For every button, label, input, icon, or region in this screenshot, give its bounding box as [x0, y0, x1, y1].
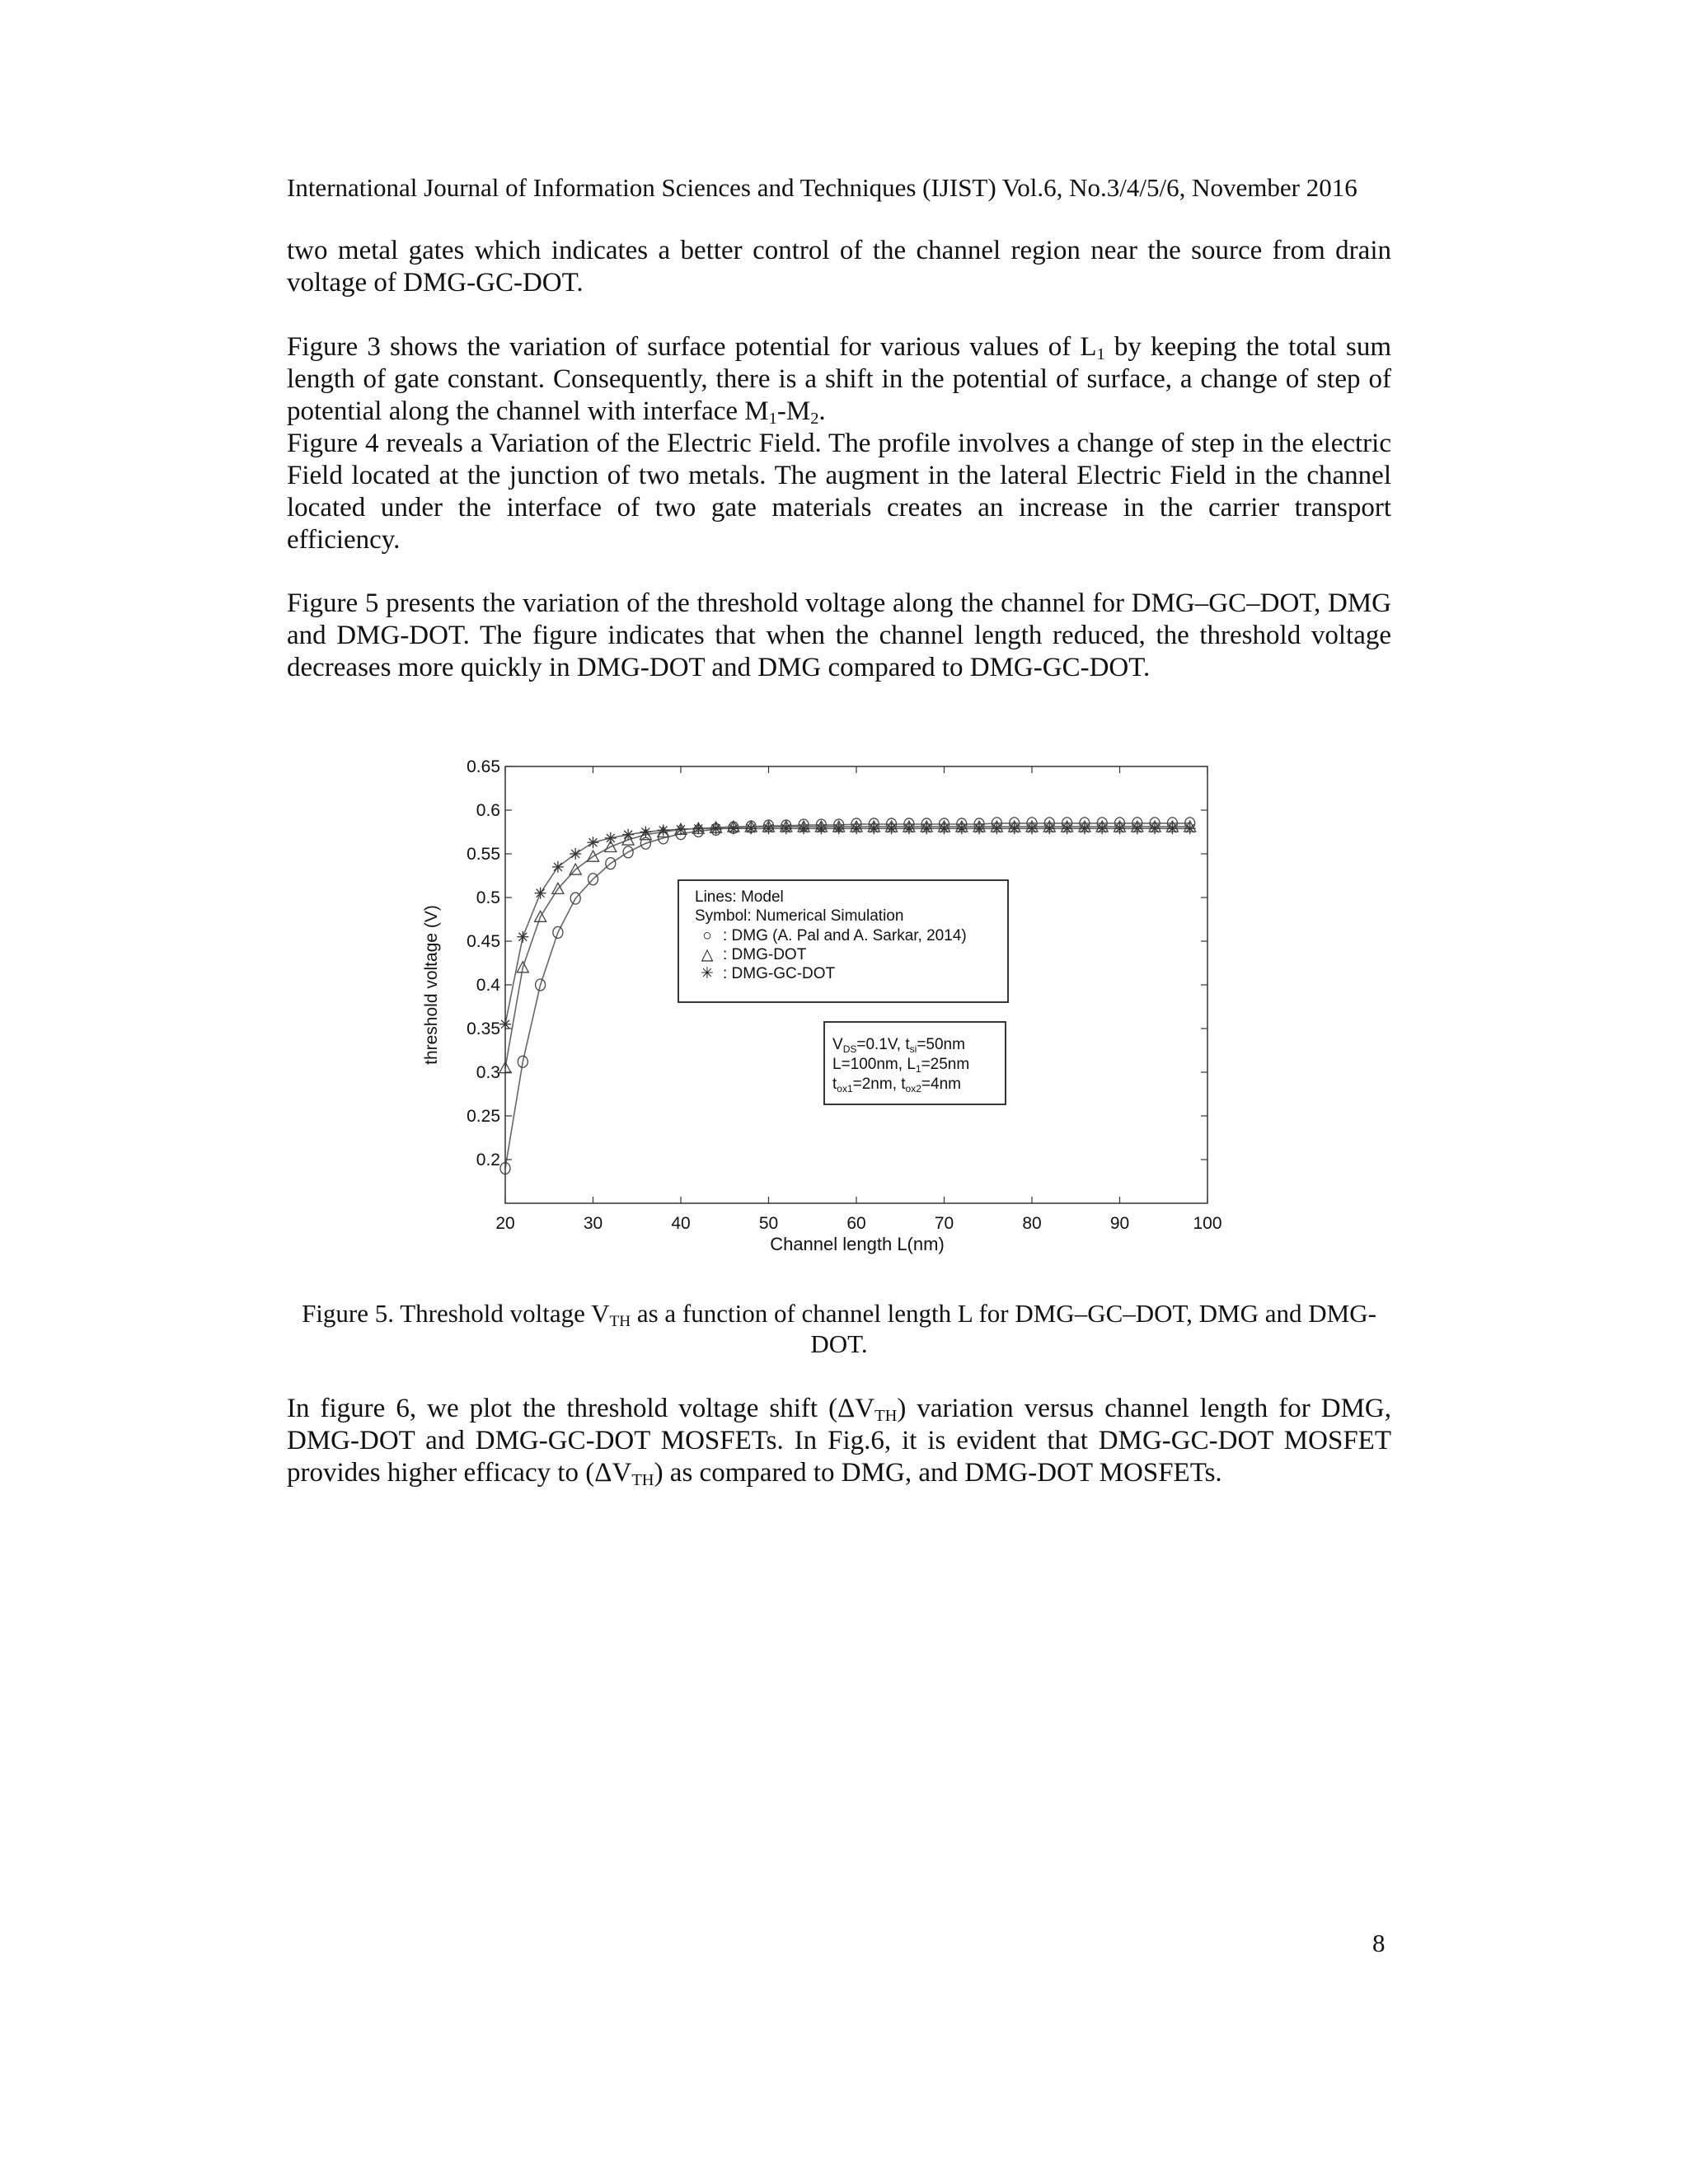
y-tick-label: 0.35 — [467, 1019, 500, 1038]
marker-star — [886, 823, 898, 834]
legend-line-2: Symbol: Numerical Simulation — [695, 907, 904, 925]
marker-star — [1026, 823, 1038, 834]
marker-star — [763, 823, 775, 834]
marker-star — [675, 823, 687, 835]
paragraph-5-text-c: ) as compared to DMG, and DMG-DOT MOSFETs. — [654, 1458, 1222, 1488]
x-tick-label: 40 — [671, 1214, 691, 1233]
marker-star — [1043, 823, 1055, 834]
running-header: International Journal of Information Sciences and Techniques (IJIST) Vol.6, No.3/4/5/6, November 2016 — [287, 173, 1357, 202]
parameters-line-3: $t_{ox1}=2nm$, $t_{ox2}=4nm$ — [832, 1076, 961, 1094]
marker-star — [535, 888, 546, 899]
paragraph-5-text-b: ) variation versus channel length for DMG, DMG-DOT and DMG-GC-DOT MOSFETs. In Fig.6, it is evident that DMG-GC-DOT MOSFET provides higher efficacy to (ΔV — [287, 1394, 1391, 1488]
paragraph-3 — [287, 428, 1391, 556]
figure-5-chart — [412, 746, 1278, 1286]
marker-star — [868, 823, 879, 834]
legend-box — [678, 880, 1008, 1002]
paragraph-2-text-c: -M — [776, 396, 811, 426]
y-tick-label: 0.2 — [476, 1151, 500, 1169]
marker-star — [833, 823, 845, 834]
marker-star — [991, 823, 1002, 834]
marker-star — [1132, 823, 1143, 834]
y-tick-label: 0.45 — [467, 932, 500, 951]
marker-star — [517, 931, 528, 943]
x-tick-label: 70 — [934, 1214, 954, 1233]
marker-star — [658, 824, 669, 836]
parameters-box — [824, 1022, 1006, 1104]
marker-star — [622, 829, 634, 841]
y-tick-label: 0.55 — [467, 845, 500, 864]
legend-entry-dmg-gc-dot: : DMG-GC-DOT — [723, 965, 836, 982]
marker-star — [939, 823, 950, 834]
x-tick-label: 50 — [758, 1214, 779, 1233]
y-axis-label: threshold voltage (V) — [422, 905, 441, 1065]
parameters-line-1: $V_{DS}=0.1V$, $t_{si}=50nm$ — [832, 1036, 965, 1055]
paragraph-5-text-a: In figure 6, we plot the threshold voltage shift (ΔV — [287, 1394, 875, 1423]
marker-star — [710, 823, 722, 834]
x-tick-label: 60 — [846, 1214, 866, 1233]
marker-star — [1009, 823, 1020, 834]
legend-line-1: Lines: Model — [695, 888, 784, 906]
page-number: 8 — [1372, 1929, 1386, 1957]
legend-symbol-circle: ○ — [702, 927, 712, 944]
marker-star — [1149, 823, 1160, 834]
paragraph-4 — [287, 588, 1391, 684]
marker-star — [745, 823, 757, 834]
marker-star — [781, 823, 792, 834]
y-tick-label: 0.65 — [467, 757, 500, 776]
x-tick-label: 80 — [1022, 1214, 1042, 1233]
marker-star — [921, 823, 932, 834]
marker-star — [851, 823, 862, 834]
legend-entry-dmg-dot: : DMG-DOT — [723, 946, 807, 963]
paragraph-2 — [287, 331, 1391, 428]
paragraph-2-sub-c: 2 — [810, 410, 819, 429]
marker-star — [1062, 823, 1073, 834]
marker-star — [1096, 823, 1108, 834]
paragraph-1-text: two metal gates which indicates a better control of the channel region near the source from drain voltage of DMG-GC-DOT. — [287, 236, 1391, 298]
marker-star — [1079, 823, 1090, 834]
marker-star — [815, 823, 827, 834]
marker-star — [798, 823, 809, 834]
x-axis-label: Channel length L(nm) — [770, 1234, 945, 1254]
marker-star — [1166, 823, 1178, 834]
marker-star — [1184, 823, 1196, 834]
caption-text-a: Figure 5. Threshold voltage V — [302, 1299, 610, 1328]
paragraph-2-text-b: by keeping the total sum length of gate constant. Consequently, there is a shift in the potential of surface, a change of step of potential along the channel with interface M — [287, 332, 1391, 426]
marker-star — [640, 827, 651, 838]
marker-star — [692, 823, 704, 834]
marker-star — [1114, 823, 1126, 834]
paragraph-1 — [287, 235, 1391, 299]
figure-5-caption — [287, 1298, 1391, 1359]
paragraph-5 — [287, 1393, 1391, 1489]
y-tick-label: 0.4 — [476, 976, 500, 995]
marker-star — [973, 823, 985, 834]
y-tick-label: 0.25 — [467, 1107, 500, 1126]
y-tick-label: 0.3 — [476, 1063, 500, 1082]
legend-symbol-star: ✳ — [701, 965, 714, 982]
legend-entry-dmg: : DMG (A. Pal and A. Sarkar, 2014) — [723, 927, 967, 944]
caption-sub: TH — [609, 1312, 631, 1330]
marker-star — [728, 823, 739, 834]
marker-star — [903, 823, 915, 834]
x-tick-label: 100 — [1193, 1214, 1222, 1233]
paragraph-2-text-d: . — [818, 396, 826, 426]
paragraph-3-text: Figure 4 reveals a Variation of the Electric Field. The profile involves a change of step in the electric Field located at the junction of two metals. The augment in the lateral Electric Field in the channel located under the interface of two gate materials creates an increase in the carrier transport efficiency. — [287, 429, 1391, 555]
x-tick-label: 30 — [583, 1214, 603, 1233]
paragraph-2-text-a: Figure 3 shows the variation of surface potential for various values of L — [287, 332, 1097, 362]
marker-star — [570, 848, 581, 860]
paragraph-5-sub-b: TH — [631, 1471, 654, 1490]
legend-symbol-triangle: △ — [701, 946, 714, 963]
parameters-line-2: L=100nm, $L_1=25nm$ — [832, 1056, 970, 1075]
marker-star — [588, 837, 599, 848]
y-tick-label: 0.6 — [476, 801, 500, 820]
paragraph-5-sub-a: TH — [874, 1407, 898, 1426]
marker-star — [605, 832, 617, 844]
caption-text-b: as a function of channel length L for DMG–GC–DOT, DMG and DMG-DOT. — [631, 1299, 1376, 1358]
y-tick-label: 0.5 — [476, 888, 500, 907]
paragraph-2-sub-b: 1 — [768, 410, 777, 429]
x-tick-label: 90 — [1109, 1214, 1130, 1233]
threshold-voltage-plot — [412, 746, 1278, 1282]
marker-star — [956, 823, 968, 834]
marker-star — [552, 861, 564, 873]
paragraph-4-text: Figure 5 presents the variation of the threshold voltage along the channel for DMG–GC–DOT, DMG and DMG-DOT. The figure indicates that when the channel length reduced, the threshold voltage decreases more quickly in DMG-DOT and DMG compared to DMG-GC-DOT. — [287, 588, 1391, 682]
x-tick-label: 20 — [495, 1214, 515, 1233]
paragraph-2-sub-a: 1 — [1096, 345, 1105, 364]
